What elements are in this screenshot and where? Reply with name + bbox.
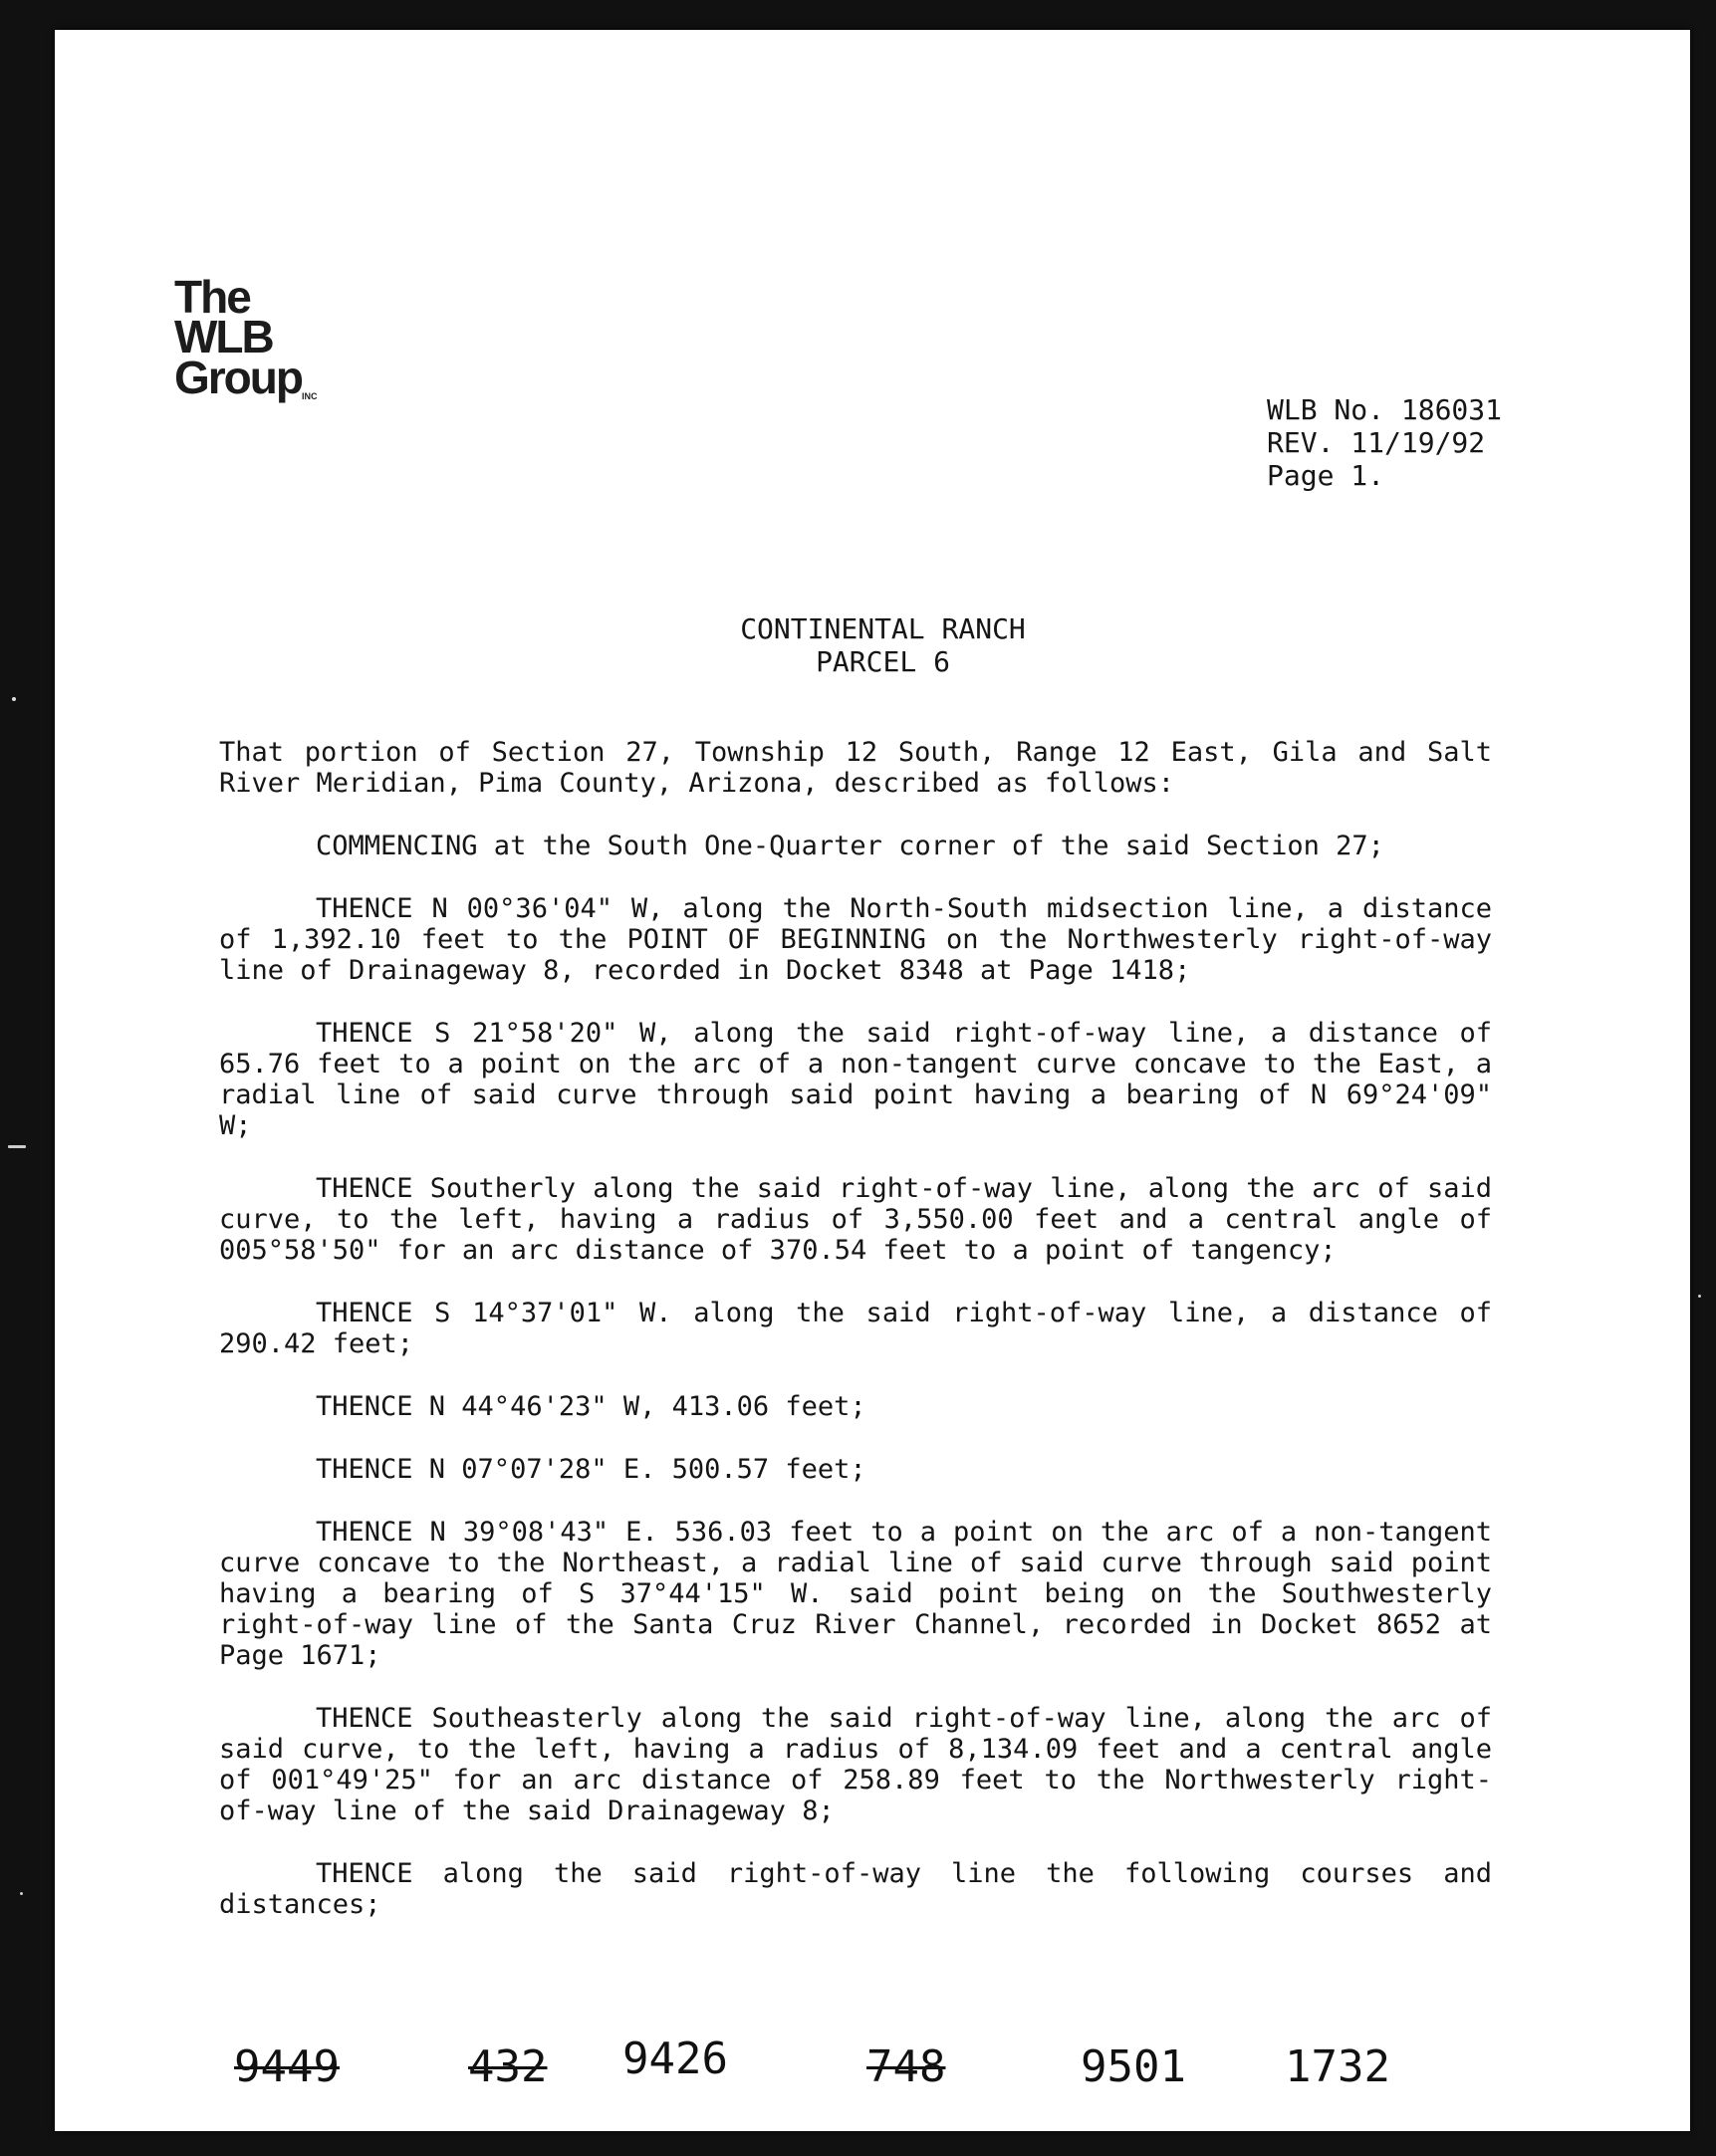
struck-number: 9449 xyxy=(234,2041,340,2092)
commencing-paragraph: COMMENCING at the South One-Quarter corner of the said Section 27; xyxy=(316,831,1384,861)
course-paragraph: THENCE S 14°37'01" W. along the said right-of-way line, a distance of 290.42 feet; xyxy=(219,1298,1492,1359)
logo-suffix: INC xyxy=(302,391,318,402)
scan-speck xyxy=(1698,1295,1701,1298)
legal-description xyxy=(219,737,1492,1952)
scan-speck xyxy=(20,1892,23,1895)
logo-line-wlb: WLB xyxy=(174,311,273,363)
course-paragraph: THENCE N 39°08'43" E. 536.03 feet to a point on the arc of a non-tangent curve concave to the Northeast, a radial line of said curve through said point having a bearing of S 37°44'15" W. said point being on the Southwesterly right-of-way line of the Santa Cruz River Channel, recorded in Docket 8652 at Page 1671; xyxy=(219,1517,1492,1671)
company-logo xyxy=(174,271,318,403)
course-paragraph: THENCE Southeasterly along the said right-of-way line, along the arc of said curve, to the left, having a radius of 8,134.09 feet and a central angle of 001°49'25" for an arc distance of 258.89 feet to the Northwesterly right-of-way line of the said Drainageway 8; xyxy=(219,1703,1492,1826)
title-line-2: PARCEL 6 xyxy=(816,645,950,678)
handwritten-page-numbers xyxy=(229,2034,1424,2111)
page-number: Page 1. xyxy=(1267,459,1385,492)
struck-number: 748 xyxy=(866,2041,946,2092)
struck-number: 432 xyxy=(468,2041,548,2092)
course-paragraph: THENCE N 07°07'28" E. 500.57 feet; xyxy=(316,1454,866,1485)
handwritten-number: 9426 xyxy=(622,2034,728,2084)
course-paragraph: THENCE N 00°36'04" W, along the North-South midsection line, a distance of 1,392.10 feet to the POINT OF BEGINNING on the Northwesterly right-of-way line of Drainageway 8, recorded in Docket 8348 at Page 1418; xyxy=(219,893,1492,986)
course-paragraph: THENCE Southerly along the said right-of-way line, along the arc of said curve, to the left, having a radius of 3,550.00 feet and a central angle of 005°58'50" for an arc distance of 370.54 feet to a point of tangency; xyxy=(219,1173,1492,1266)
scan-speck xyxy=(12,697,16,701)
logo-line-group: Group xyxy=(174,351,302,403)
handwritten-number: 9501 xyxy=(1081,2041,1186,2092)
revision-date: REV. 11/19/92 xyxy=(1267,426,1486,459)
course-paragraph: THENCE S 21°58'20" W, along the said right-of-way line, a distance of 65.76 feet to a point on the arc of a non-tangent curve concave to the East, a radial line of said curve through said point having a bearing of N 69°24'09" W; xyxy=(219,1018,1492,1141)
scan-speck xyxy=(8,1145,26,1148)
logo-line-the: The xyxy=(174,271,250,323)
title-line-1: CONTINENTAL RANCH xyxy=(740,612,1026,645)
handwritten-number: 1732 xyxy=(1285,2041,1390,2092)
course-paragraph: THENCE along the said right-of-way line the following courses and distances; xyxy=(219,1858,1492,1920)
document-header xyxy=(1267,393,1502,492)
document-title xyxy=(0,612,1716,678)
wlb-number: WLB No. 186031 xyxy=(1267,393,1503,426)
intro-paragraph: That portion of Section 27, Township 12 South, Range 12 East, Gila and Salt River Meridian, Pima County, Arizona, described as follows: xyxy=(219,737,1492,799)
course-paragraph: THENCE N 44°46'23" W, 413.06 feet; xyxy=(316,1391,866,1422)
